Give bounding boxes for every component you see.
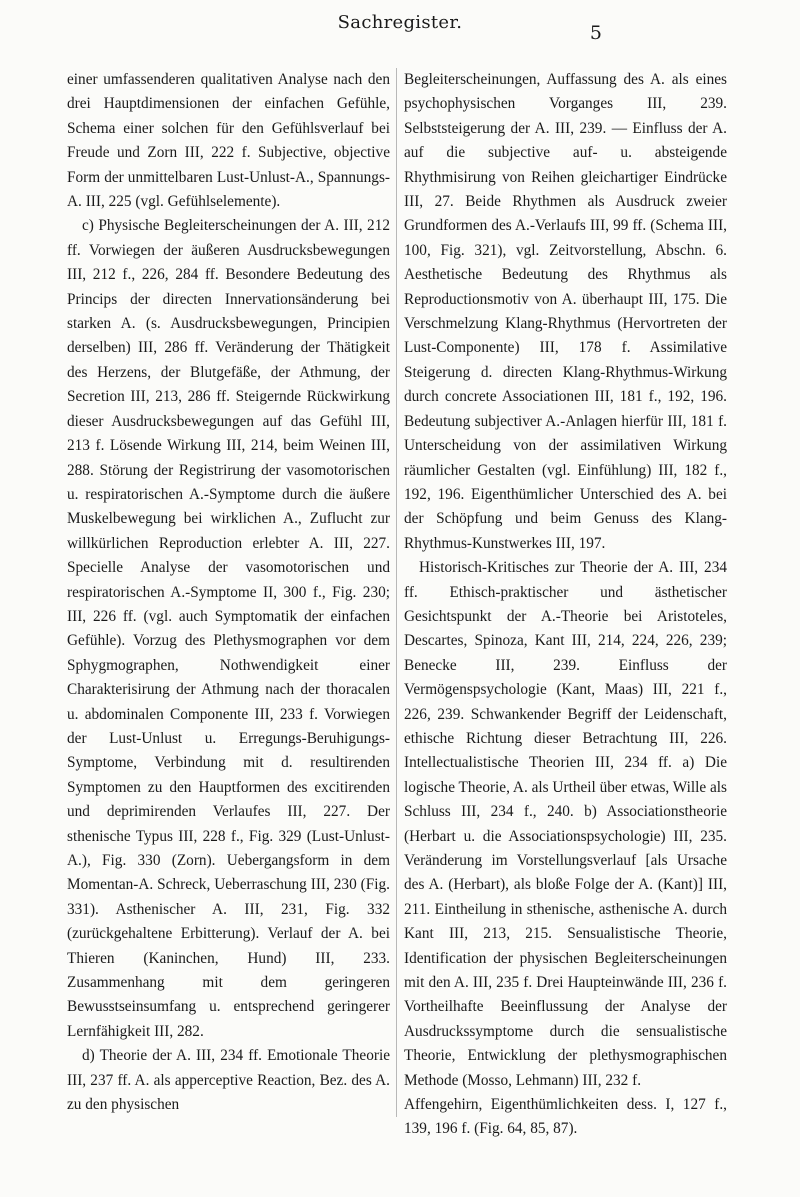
right-column [404,68,727,1142]
index-entry: Historisch-Kritisches zur Theorie der A. III, 234 ff. Ethisch-praktischer und ästhetischer Gesichtspunkt der A.-Theorie bei Aristoteles, Descartes, Spinoza, Kant III, 214, 224, 226, 239; Benecke III, 239. Einfluss der Vermögenspsychologie (Kant, Maas) III, 221 f., 226, 239. Schwankender Begriff der Leidenschaft, ethische Richtung dieser Betrachtung III, 226. Intellectualistische Theorien III, 234 ff. a) Die logische Theorie, A. als Urtheil über etwas, Wille als Schluss III, 234 f., 240. b) Associationstheorie (Herbart u. die Associationspsychologie) III, 235. Veränderung im Vorstellungsverlauf [als Ursache des A. (Herbart), als bloße Folge der A. (Kant)] III, 211. Eintheilung in sthenische, asthenische A. durch Kant III, 213, 215. Sensualistische Theorie, Identification der physischen Begleiterscheinungen mit den A. III, 235 f. Drei Haupteinwände III, 236 f. Vortheilhafte Beeinflussung der Analyse der Ausdruckssymptome durch die sensualistische Theorie, Entwicklung der plethysmographischen Methode (Mosso, Lehmann) III, 232 f. [404,559,727,1089]
index-entry: Affengehirn, Eigenthümlichkeiten dess. I, 127 f., 139, 196 f. (Fig. 64, 85, 87). [404,1096,727,1138]
index-entry: Begleiterscheinungen, Auffassung des A. als eines psychophysischen Vorganges III, 239. Selbststeigerung der A. III, 239. — Einfluss der A. auf die subjective auf- u. absteigende Rhythmisirung von Reihen gleichartiger Eindrücke III, 27. Beide Rhythmen als Ausdruck zweier Grundformen des A.-Verlaufs III, 99 ff. (Schema III, 100, Fig. 321), vgl. Zeitvorstellung, Abschn. 6. Aesthetische Bedeutung des Rhythmus als Reproductionsmotiv von A. überhaupt III, 175. Die Verschmelzung Klang-Rhythmus (Hervortreten der Lust-Componente) III, 178 f. Assimilative Steigerung d. directen Klang-Rhythmus-Wirkung durch concrete Associationen III, 181 f., 192, 196. Bedeutung subjectiver A.-Anlagen hierfür III, 181 f. Unterscheidung von der assimilativen Wirkung räumlicher Gestalten (vgl. Einfühlung) III, 182 f., 192, 196. Eigenthümlicher Unterschied des A. bei der Schöpfung und beim Genuss des Klang-Rhythmus-Kunstwerkes III, 197. [404,71,727,552]
left-column [67,68,397,1117]
index-entry: d) Theorie der A. III, 234 ff. Emotionale Theorie III, 237 ff. A. als apperceptive Reaction, Bez. des A. zu den physischen [67,1047,390,1114]
page-number: 5 [589,22,602,44]
running-title: Sachregister. [337,12,463,33]
index-entry: c) Physische Begleiterscheinungen der A. III, 212 ff. Vorwiegen der äußeren Ausdrucksbewegungen III, 212 f., 226, 284 ff. Besondere Bedeutung des Princips der directen Innervationsänderung bei starken A. (s. Ausdrucksbewegungen, Principien derselben) III, 286 ff. Veränderung der Thätigkeit des Herzens, der Blutgefäße, der Athmung, der Secretion III, 213, 286 ff. Steigernde Rückwirkung dieser Ausdrucksbewegungen auf das Gefühl III, 213 f. Lösende Wirkung III, 214, beim Weinen III, 288. Störung der Registrirung der vasomotorischen u. respiratorischen A.-Symptome durch die äußere Muskelbewegung bei wirklichen A., Zuflucht zur willkürlichen Reproduction erlebter A. III, 227. Specielle Analyse der vasomotorischen und respiratorischen A.-Symptome II, 300 f., Fig. 230; III, 226 ff. (vgl. auch Symptomatik der einfachen Gefühle). Vorzug des Plethysmographen vor dem Sphygmographen, Nothwendigkeit einer Charakterisirung der Athmung nach der thoracalen u. abdominalen Componente III, 233 f. Vorwiegen der Lust-Unlust u. Erregungs-Beruhigungs-Symptome, Verbindung mit d. resultirenden Symptomen zu den Hauptformen des excitirenden und deprimirenden Verlaufes III, 227. Der sthenische Typus III, 228 f., Fig. 329 (Lust-Unlust-A.), Fig. 330 (Zorn). Uebergangsform in dem Momentan-A. Schreck, Ueberraschung III, 230 (Fig. 331). Asthenischer A. III, 231, Fig. 332 (zurückgehaltene Erbitterung). Verlauf der A. bei Thieren (Kaninchen, Hund) III, 233. Zusammenhang mit dem geringeren Bewusstseinsumfang u. entsprechend geringerer Lernfähigkeit III, 282. [67,217,390,1040]
page-header [0,8,800,44]
index-entry: einer umfassenderen qualitativen Analyse nach den drei Hauptdimensionen der einfachen Gefühle, Schema einer solchen für den Gefühlsverlauf bei Freude und Zorn III, 222 f. Subjective, objective Form der unmittelbaren Lust-Unlust-A., Spannungs-A. III, 225 (vgl. Gefühlselemente). [67,71,390,211]
